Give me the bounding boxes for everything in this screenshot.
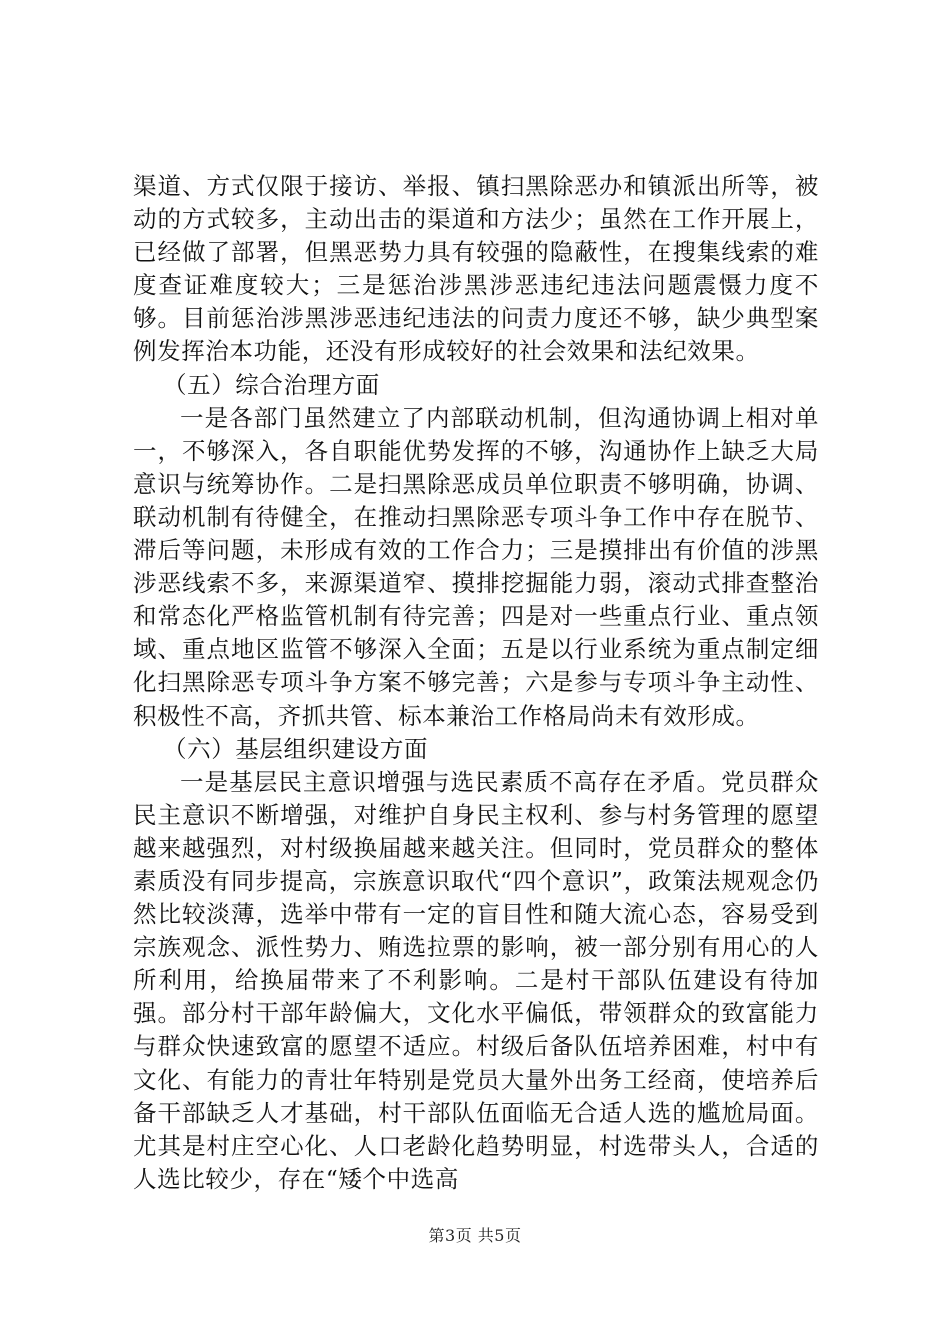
section-heading-6: （六）基层组织建设方面 [163,734,429,763]
section-heading-5: （五）综合治理方面 [163,370,380,399]
paragraph-grassroots-organization: 一是基层民主意识增强与选民素质不高存在矛盾。党员群众民主意识不断增强，对维护自身民主权利、参与村务管理的愿望越来越强烈，对村级换届越来越关注。但同时，党员群众的整体素质没有同步提高，宗族意识取代“四个意识”，政策法规观念仍然比较淡薄，选举中带有一定的盲目性和随大流心态，容易受到宗族观念、派性势力、贿选拉票的影响，被一部分别有用心的人所利用，给换届带来了不利影响。二是村干部队伍建设有待加强。部分村干部年龄偏大，文化水平偏低，带领群众的致富能力与群众快速致富的愿望不适应。村级后备队伍培养困难，村中有文化、有能力的青壮年特别是党员大量外出务工经商，使培养后备干部缺乏人才基础，村干部队伍面临无合适人选的尴尬局面。尤其是村庄空心化、人口老龄化趋势明显，村选带头人，合适的人选比较少，存在“矮个中选高 [133,767,819,1193]
document-body [133,170,819,1196]
paragraph-continuation: 渠道、方式仅限于接访、举报、镇扫黑除恶办和镇派出所等，被动的方式较多，主动出击的渠道和方法少；虽然在工作开展上，已经做了部署，但黑恶势力具有较强的隐蔽性，在搜集线索的难度查证难度较大；三是惩治涉黑涉恶违纪违法问题震慑力度不够。目前惩治涉黑涉恶违纪违法的问责力度还不够，缺少典型案例发挥治本功能，还没有形成较好的社会效果和法纪效果。 [133,172,819,366]
paragraph-comprehensive-governance: 一是各部门虽然建立了内部联动机制，但沟通协调上相对单一，不够深入，各自职能优势发挥的不够，沟通协作上缺乏大局意识与统筹协作。二是扫黑除恶成员单位职责不够明确，协调、联动机制有待健全，在推动扫黑除恶专项斗争工作中存在脱节、滞后等问题，未形成有效的工作合力；三是摸排出有价值的涉黑涉恶线索不多，来源渠道窄、摸排挖掘能力弱，滚动式排查整治和常态化严格监管机制有待完善；四是对一些重点行业、重点领域、重点地区监管不够深入全面；五是以行业系统为重点制定细化扫黑除恶专项斗争方案不够完善；六是参与专项斗争主动性、积极性不高，齐抓共管、标本兼治工作格局尚未有效形成。 [133,403,819,730]
page-number-footer: 第3页 共5页 [428,1226,522,1245]
